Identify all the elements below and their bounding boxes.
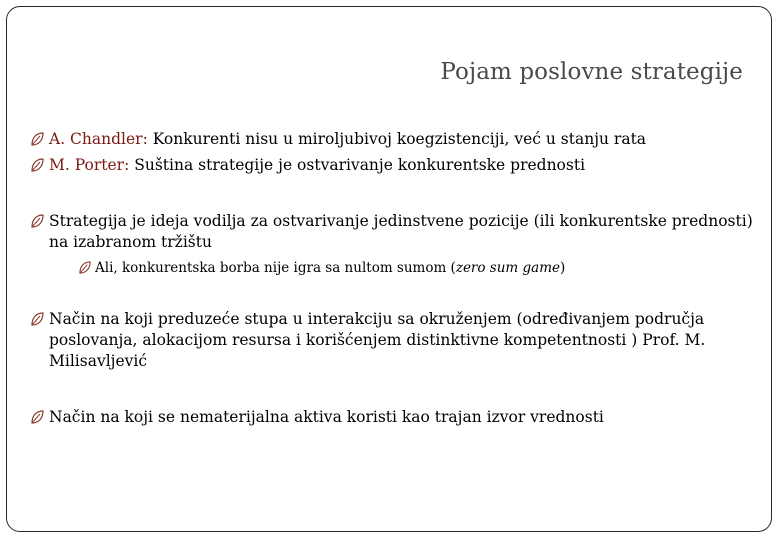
bullet-porter <box>49 155 761 176</box>
leaf-bullet-icon <box>31 410 44 424</box>
slide <box>6 6 772 532</box>
bullet-text: Konkurenti nisu u miroljubivoj koegzistenciji, već u stanju rata <box>147 130 647 148</box>
sub-bullet-text: Ali, konkurentska borba nije igra sa nultom sumom ( <box>95 260 456 276</box>
bullet-text: Suština strategije je ostvarivanje konkurentske prednosti <box>129 156 586 174</box>
leaf-bullet-icon <box>31 312 44 326</box>
bullet-key: M. Porter: <box>49 156 130 174</box>
bullet-chandler <box>49 129 761 150</box>
bullet-text: Način na koji se nematerijalna aktiva koristi kao trajan izvor vrednosti <box>49 408 604 426</box>
leaf-bullet-icon <box>79 261 91 279</box>
bullet-text: Strategija je ideja vodilja za ostvarivanje jedinstvene pozicije (ili konkurentske prednosti) na izabranom tržištu <box>49 212 753 251</box>
bullet-intangible-assets <box>49 407 761 428</box>
bullet-strategy-idea <box>49 211 761 253</box>
bullet-interaction <box>49 309 761 372</box>
bullet-text: Način na koji preduzeće stupa u interakciju sa okruženjem (određivanjem područja poslovanja, alokacijom resursa i korišćenjem distinktivne kompetentnosti ) Prof. M. Milisavljević <box>49 310 706 370</box>
leaf-bullet-icon <box>31 214 44 228</box>
sub-bullet-italic: zero sum game <box>455 260 560 276</box>
sub-bullet-end: ) <box>560 260 566 276</box>
sub-bullet-zero-sum <box>95 259 565 277</box>
leaf-bullet-icon <box>31 158 44 172</box>
bullet-key: A. Chandler: <box>49 130 148 148</box>
leaf-bullet-icon <box>31 132 44 146</box>
slide-title: Pojam poslovne strategije <box>440 59 743 85</box>
